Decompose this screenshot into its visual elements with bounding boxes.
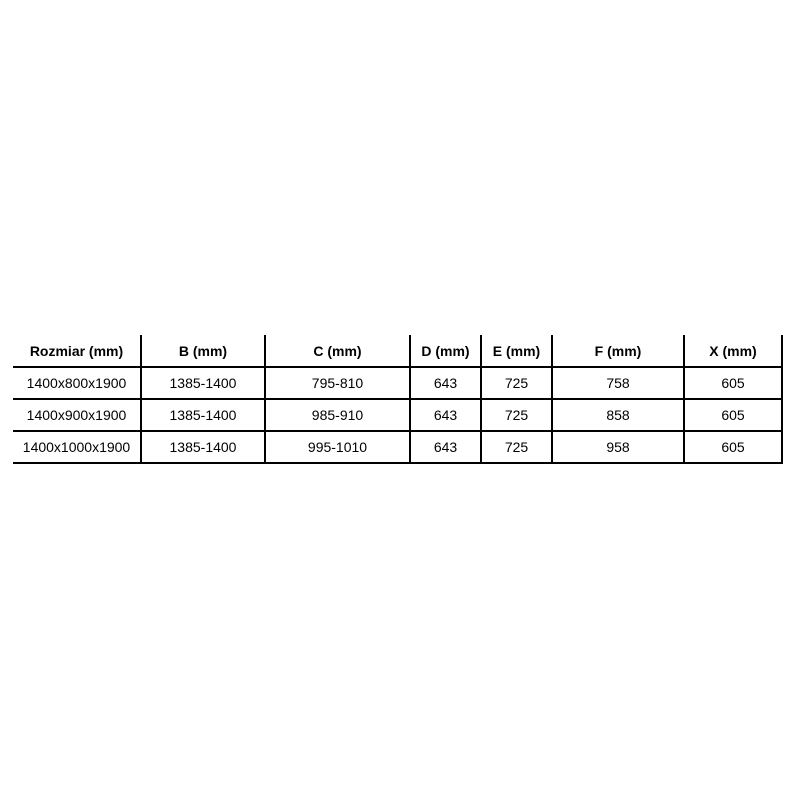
table-cell: 795-810 [266, 368, 411, 400]
table-cell: 858 [553, 400, 685, 432]
column-header-f: F (mm) [553, 335, 685, 368]
column-header-c: C (mm) [266, 335, 411, 368]
table-cell: 995-1010 [266, 432, 411, 464]
table-cell: 725 [482, 368, 553, 400]
column-header-x: X (mm) [685, 335, 783, 368]
column-header-rozmiar: Rozmiar (mm) [13, 335, 142, 368]
table-cell: 1385-1400 [142, 400, 266, 432]
column-header-e: E (mm) [482, 335, 553, 368]
table-cell: 1400x800x1900 [13, 368, 142, 400]
table-cell: 1400x900x1900 [13, 400, 142, 432]
table-header-row [13, 335, 783, 368]
table-cell: 758 [553, 368, 685, 400]
table-cell: 643 [411, 400, 482, 432]
dimensions-table [13, 335, 783, 464]
column-header-b: B (mm) [142, 335, 266, 368]
table-cell: 605 [685, 368, 783, 400]
table-cell: 958 [553, 432, 685, 464]
table-row [13, 400, 783, 432]
table-cell: 643 [411, 432, 482, 464]
table-cell: 1385-1400 [142, 432, 266, 464]
table-cell: 725 [482, 400, 553, 432]
table-cell: 605 [685, 400, 783, 432]
table-cell: 725 [482, 432, 553, 464]
table-cell: 1400x1000x1900 [13, 432, 142, 464]
table-cell: 605 [685, 432, 783, 464]
table-row [13, 432, 783, 464]
table-cell: 985-910 [266, 400, 411, 432]
table-cell: 1385-1400 [142, 368, 266, 400]
table-cell: 643 [411, 368, 482, 400]
table-row [13, 368, 783, 400]
column-header-d: D (mm) [411, 335, 482, 368]
